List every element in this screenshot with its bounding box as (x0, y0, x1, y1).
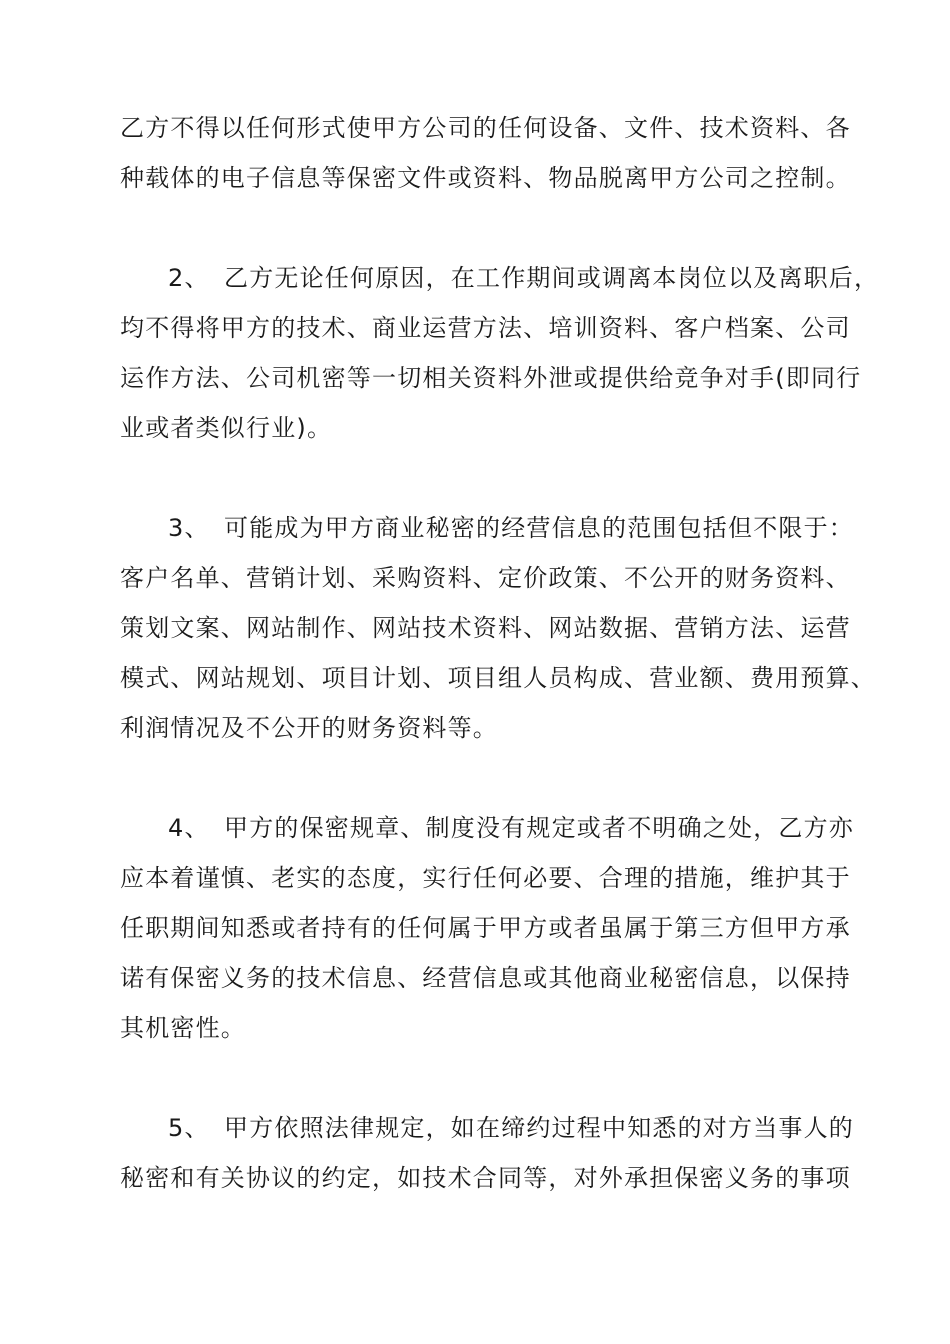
clause-text: 甲方的保密规章、制度没有规定或者不明确之处，乙方亦 (224, 814, 854, 842)
clause-4-line-2: 应本着谨慎、老实的态度，实行任何必要、合理的措施，维护其于 (120, 864, 851, 892)
clause-4-first-line (168, 813, 854, 843)
intro-line-1: 乙方不得以任何形式使甲方公司的任何设备、文件、技术资料、各 (120, 114, 851, 142)
clause-number: 2、 (168, 264, 210, 292)
clause-3-line-3: 策划文案、网站制作、网站技术资料、网站数据、营销方法、运营 (120, 614, 851, 642)
clause-4-line-3: 任职期间知悉或者持有的任何属于甲方或者虽属于第三方但甲方承 (120, 914, 851, 942)
clause-2-line-4: 业或者类似行业)。 (120, 414, 333, 442)
clause-text: 甲方依照法律规定，如在缔约过程中知悉的对方当事人的 (224, 1114, 854, 1142)
clause-text: 乙方无论任何原因，在工作期间或调离本岗位以及离职后， (224, 264, 880, 292)
clause-number: 3、 (168, 514, 210, 542)
clause-3-first-line (168, 513, 854, 543)
clause-3-line-2: 客户名单、营销计划、采购资料、定价政策、不公开的财务资料、 (120, 564, 851, 592)
clause-4-line-5: 其机密性。 (120, 1014, 246, 1042)
intro-line-2: 种载体的电子信息等保密文件或资料、物品脱离甲方公司之控制。 (120, 164, 851, 192)
clause-3-line-4: 模式、网站规划、项目计划、项目组人员构成、营业额、费用预算、 (120, 664, 876, 692)
clause-number: 4、 (168, 814, 210, 842)
clause-number: 5、 (168, 1114, 210, 1142)
clause-2-first-line (168, 263, 879, 293)
clause-3-line-5: 利润情况及不公开的财务资料等。 (120, 714, 498, 742)
clause-text: 可能成为甲方商业秘密的经营信息的范围包括但不限于： (224, 514, 854, 542)
clause-2-line-3: 运作方法、公司机密等一切相关资料外泄或提供给竞争对手(即同行 (120, 364, 862, 392)
clause-4-line-4: 诺有保密义务的技术信息、经营信息或其他商业秘密信息，以保持 (120, 964, 851, 992)
clause-5-first-line (168, 1113, 854, 1143)
clause-2-line-2: 均不得将甲方的技术、商业运营方法、培训资料、客户档案、公司 (120, 314, 851, 342)
clause-5-line-2: 秘密和有关协议的约定，如技术合同等，对外承担保密义务的事项 (120, 1164, 851, 1192)
